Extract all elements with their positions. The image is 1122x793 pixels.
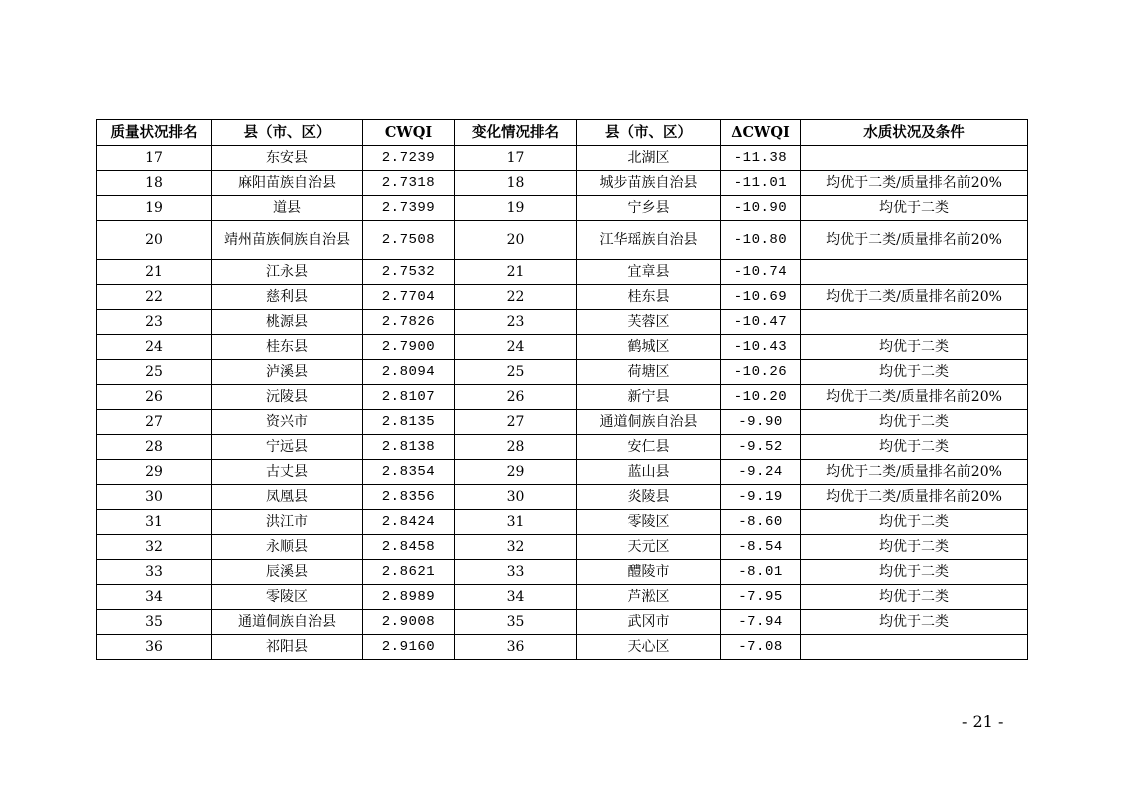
header-cwqi: CWQI [363,120,455,146]
delta-cwqi-cell: -10.43 [721,335,801,360]
change-rank-cell: 34 [455,585,577,610]
change-rank-cell: 32 [455,535,577,560]
delta-cwqi-cell: -10.80 [721,221,801,260]
cwqi-cell: 2.8107 [363,385,455,410]
change-rank-cell: 31 [455,510,577,535]
water-condition-cell: 均优于二类 [801,560,1028,585]
quality-county-cell: 道县 [212,196,363,221]
change-county-cell: 武冈市 [577,610,721,635]
water-condition-cell: 均优于二类 [801,510,1028,535]
cwqi-cell: 2.7704 [363,285,455,310]
table-row [97,410,1028,435]
change-county-cell: 天心区 [577,635,721,660]
quality-county-cell: 麻阳苗族自治县 [212,171,363,196]
change-rank-cell: 17 [455,146,577,171]
table-row [97,585,1028,610]
cwqi-cell: 2.8135 [363,410,455,435]
water-condition-cell: 均优于二类/质量排名前20% [801,221,1028,260]
quality-county-cell: 洪江市 [212,510,363,535]
cwqi-cell: 2.7826 [363,310,455,335]
quality-county-cell: 慈利县 [212,285,363,310]
change-rank-cell: 35 [455,610,577,635]
cwqi-cell: 2.8356 [363,485,455,510]
table-row [97,635,1028,660]
change-county-cell: 零陵区 [577,510,721,535]
delta-cwqi-cell: -10.69 [721,285,801,310]
cwqi-cell: 2.7532 [363,260,455,285]
change-rank-cell: 29 [455,460,577,485]
quality-county-cell: 沅陵县 [212,385,363,410]
cwqi-cell: 2.7399 [363,196,455,221]
quality-county-cell: 泸溪县 [212,360,363,385]
quality-rank-cell: 33 [97,560,212,585]
change-county-cell: 天元区 [577,535,721,560]
cwqi-cell: 2.8138 [363,435,455,460]
delta-cwqi-cell: -11.38 [721,146,801,171]
change-county-cell: 芙蓉区 [577,310,721,335]
header-change-rank: 变化情况排名 [455,120,577,146]
delta-cwqi-cell: -7.95 [721,585,801,610]
water-condition-cell: 均优于二类/质量排名前20% [801,460,1028,485]
table-row [97,260,1028,285]
quality-county-cell: 宁远县 [212,435,363,460]
cwqi-cell: 2.7239 [363,146,455,171]
table-row [97,221,1028,260]
header-quality-county: 县（市、区） [212,120,363,146]
quality-rank-cell: 32 [97,535,212,560]
quality-rank-cell: 21 [97,260,212,285]
quality-rank-cell: 18 [97,171,212,196]
table-row [97,285,1028,310]
change-county-cell: 安仁县 [577,435,721,460]
cwqi-cell: 2.8354 [363,460,455,485]
delta-cwqi-cell: -9.52 [721,435,801,460]
cwqi-cell: 2.9160 [363,635,455,660]
quality-county-cell: 资兴市 [212,410,363,435]
cwqi-cell: 2.8621 [363,560,455,585]
table-row [97,535,1028,560]
change-county-cell: 城步苗族自治县 [577,171,721,196]
water-condition-cell [801,146,1028,171]
quality-rank-cell: 29 [97,460,212,485]
change-county-cell: 江华瑶族自治县 [577,221,721,260]
table-row [97,460,1028,485]
header-delta-cwqi: ΔCWQI [721,120,801,146]
water-condition-cell: 均优于二类/质量排名前20% [801,485,1028,510]
change-rank-cell: 26 [455,385,577,410]
quality-county-cell: 祁阳县 [212,635,363,660]
water-condition-cell [801,310,1028,335]
delta-cwqi-cell: -9.24 [721,460,801,485]
table-header-row [97,120,1028,146]
table-row [97,335,1028,360]
quality-county-cell: 桂东县 [212,335,363,360]
quality-county-cell: 靖州苗族侗族自治县 [212,221,363,260]
water-condition-cell: 均优于二类/质量排名前20% [801,171,1028,196]
quality-rank-cell: 24 [97,335,212,360]
delta-cwqi-cell: -10.47 [721,310,801,335]
quality-county-cell: 零陵区 [212,585,363,610]
water-condition-cell: 均优于二类 [801,610,1028,635]
table-row [97,360,1028,385]
cwqi-cell: 2.8989 [363,585,455,610]
water-condition-cell: 均优于二类 [801,585,1028,610]
change-rank-cell: 21 [455,260,577,285]
water-condition-cell: 均优于二类 [801,360,1028,385]
table-row [97,510,1028,535]
quality-rank-cell: 25 [97,360,212,385]
quality-rank-cell: 35 [97,610,212,635]
ranking-table-container [96,119,1027,660]
cwqi-cell: 2.8424 [363,510,455,535]
change-county-cell: 鹤城区 [577,335,721,360]
delta-cwqi-cell: -10.20 [721,385,801,410]
water-condition-cell: 均优于二类/质量排名前20% [801,385,1028,410]
cwqi-cell: 2.7318 [363,171,455,196]
change-rank-cell: 19 [455,196,577,221]
quality-county-cell: 凤凰县 [212,485,363,510]
table-row [97,435,1028,460]
water-condition-cell: 均优于二类/质量排名前20% [801,285,1028,310]
change-rank-cell: 27 [455,410,577,435]
quality-rank-cell: 28 [97,435,212,460]
quality-rank-cell: 22 [97,285,212,310]
quality-rank-cell: 26 [97,385,212,410]
quality-rank-cell: 31 [97,510,212,535]
header-change-county: 县（市、区） [577,120,721,146]
header-water-condition: 水质状况及条件 [801,120,1028,146]
table-row [97,560,1028,585]
table-row [97,310,1028,335]
water-quality-ranking-table [96,119,1028,660]
change-rank-cell: 22 [455,285,577,310]
water-condition-cell: 均优于二类 [801,435,1028,460]
quality-rank-cell: 20 [97,221,212,260]
delta-cwqi-cell: -9.90 [721,410,801,435]
change-rank-cell: 18 [455,171,577,196]
change-county-cell: 桂东县 [577,285,721,310]
table-row [97,146,1028,171]
water-condition-cell: 均优于二类 [801,335,1028,360]
water-condition-cell [801,635,1028,660]
change-rank-cell: 28 [455,435,577,460]
table-row [97,610,1028,635]
quality-rank-cell: 23 [97,310,212,335]
change-rank-cell: 36 [455,635,577,660]
cwqi-cell: 2.8094 [363,360,455,385]
water-condition-cell: 均优于二类 [801,535,1028,560]
cwqi-cell: 2.7900 [363,335,455,360]
change-county-cell: 醴陵市 [577,560,721,585]
change-rank-cell: 23 [455,310,577,335]
quality-county-cell: 古丈县 [212,460,363,485]
water-condition-cell [801,260,1028,285]
change-county-cell: 通道侗族自治县 [577,410,721,435]
change-rank-cell: 24 [455,335,577,360]
table-row [97,485,1028,510]
water-condition-cell: 均优于二类 [801,410,1028,435]
quality-county-cell: 永顺县 [212,535,363,560]
change-rank-cell: 20 [455,221,577,260]
cwqi-cell: 2.7508 [363,221,455,260]
delta-cwqi-cell: -9.19 [721,485,801,510]
quality-county-cell: 桃源县 [212,310,363,335]
table-row [97,196,1028,221]
quality-rank-cell: 30 [97,485,212,510]
quality-rank-cell: 36 [97,635,212,660]
water-condition-cell: 均优于二类 [801,196,1028,221]
change-county-cell: 宜章县 [577,260,721,285]
delta-cwqi-cell: -8.54 [721,535,801,560]
quality-rank-cell: 19 [97,196,212,221]
delta-cwqi-cell: -8.01 [721,560,801,585]
change-county-cell: 芦淞区 [577,585,721,610]
change-rank-cell: 30 [455,485,577,510]
change-county-cell: 宁乡县 [577,196,721,221]
table-row [97,171,1028,196]
change-rank-cell: 25 [455,360,577,385]
quality-county-cell: 江永县 [212,260,363,285]
cwqi-cell: 2.9008 [363,610,455,635]
quality-county-cell: 通道侗族自治县 [212,610,363,635]
delta-cwqi-cell: -7.94 [721,610,801,635]
delta-cwqi-cell: -7.08 [721,635,801,660]
quality-rank-cell: 17 [97,146,212,171]
page-number: - 21 - [962,712,1004,731]
change-rank-cell: 33 [455,560,577,585]
quality-rank-cell: 27 [97,410,212,435]
table-row [97,385,1028,410]
delta-cwqi-cell: -11.01 [721,171,801,196]
change-county-cell: 荷塘区 [577,360,721,385]
quality-rank-cell: 34 [97,585,212,610]
cwqi-cell: 2.8458 [363,535,455,560]
change-county-cell: 炎陵县 [577,485,721,510]
delta-cwqi-cell: -10.90 [721,196,801,221]
header-quality-rank: 质量状况排名 [97,120,212,146]
change-county-cell: 北湖区 [577,146,721,171]
delta-cwqi-cell: -10.74 [721,260,801,285]
quality-county-cell: 辰溪县 [212,560,363,585]
change-county-cell: 新宁县 [577,385,721,410]
change-county-cell: 蓝山县 [577,460,721,485]
delta-cwqi-cell: -8.60 [721,510,801,535]
delta-cwqi-cell: -10.26 [721,360,801,385]
quality-county-cell: 东安县 [212,146,363,171]
